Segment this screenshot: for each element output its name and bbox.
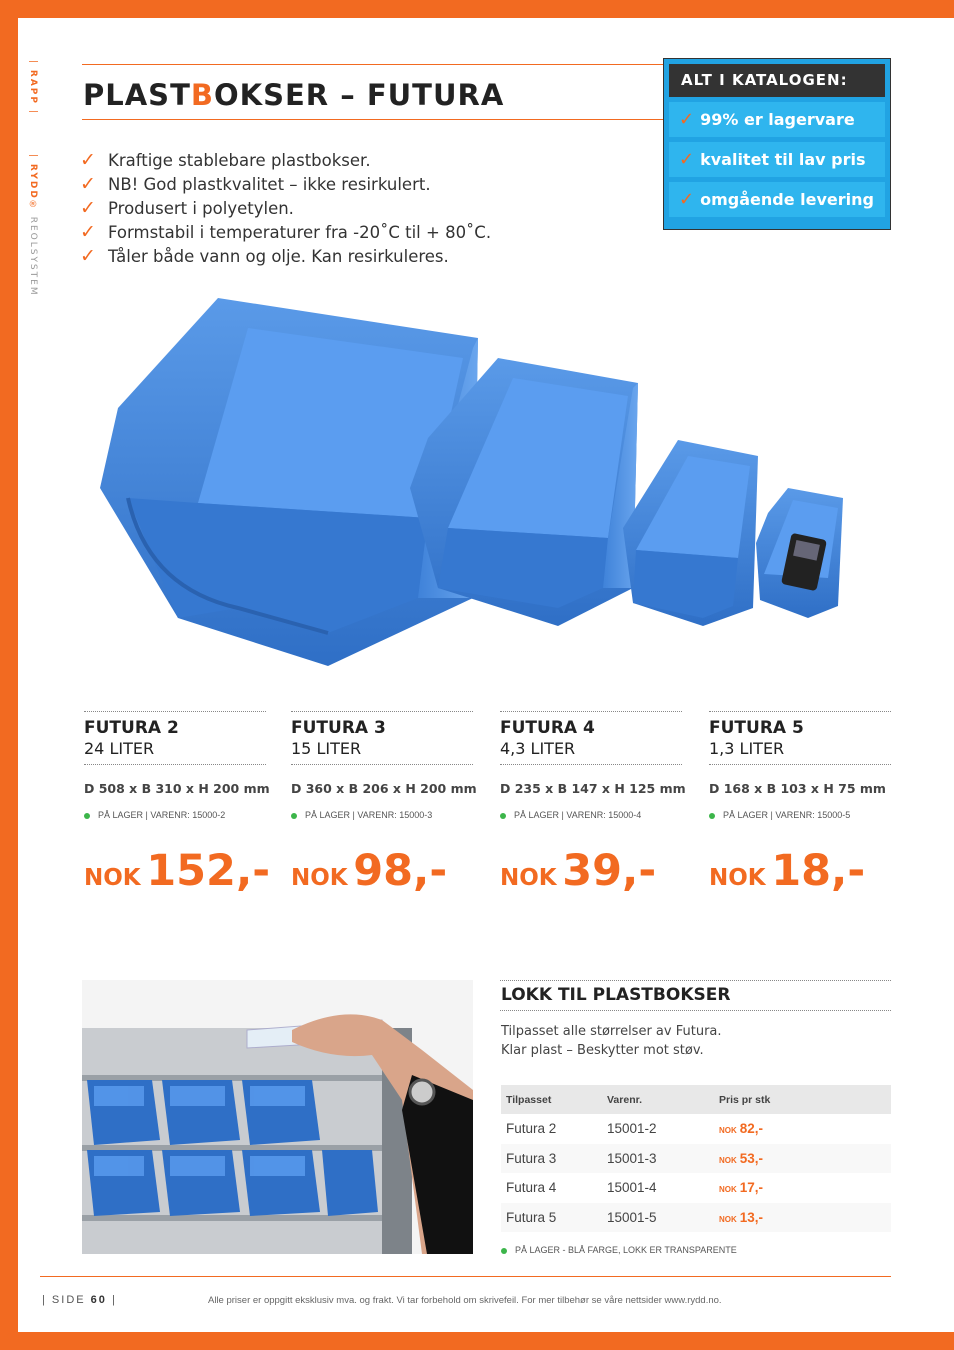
column-header: Varenr. <box>602 1085 714 1114</box>
product-volume: 1,3 LITER <box>709 739 785 758</box>
side-brand-label: | RAPP | <box>28 60 38 115</box>
catalog-item: ✓ omgående levering <box>669 182 885 217</box>
stock-status: PÅ LAGER | VARENR: 15000-5 <box>709 810 891 820</box>
product-futura-2 <box>84 711 271 896</box>
product-dimensions: D 360 x B 206 x H 200 mm <box>291 781 477 796</box>
product-price: NOK 152,- <box>84 846 271 896</box>
table-row: Futura 3 15001-3 NOK 53,- <box>501 1144 891 1174</box>
catalog-item: ✓ 99% er lagervare <box>669 102 885 137</box>
feature-list <box>80 148 491 268</box>
check-icon: ✓ <box>80 197 96 219</box>
title-rule-bottom <box>82 119 682 120</box>
check-icon: ✓ <box>679 109 695 130</box>
check-icon: ✓ <box>80 221 96 243</box>
in-stock-icon <box>500 813 506 819</box>
feature-item: ✓ Tåler både vann og olje. Kan resirkuleres. <box>80 245 449 267</box>
feature-item: ✓ Kraftige stablebare plastbokser. <box>80 149 371 171</box>
in-stock-icon <box>84 813 90 819</box>
feature-item: ✓ NB! God plastkvalitet – ikke resirkulert. <box>80 173 431 195</box>
lid-rule-bottom <box>500 1010 891 1011</box>
product-dimensions: D 235 x B 147 x H 125 mm <box>500 781 686 796</box>
footer-disclaimer: Alle priser er oppgitt eksklusiv mva. og frakt. Vi tar forbehold om skrivefeil. For mer tilbehør se våre nettsider www.rydd.no. <box>208 1295 722 1306</box>
column-header: Tilpasset <box>501 1085 602 1114</box>
product-dimensions: D 168 x B 103 x H 75 mm <box>709 781 886 796</box>
lid-rule-top <box>500 980 891 981</box>
in-stock-icon <box>291 813 297 819</box>
product-name: FUTURA 3 <box>291 718 386 738</box>
lid-description: Tilpasset alle størrelser av Futura. Klar plast – Beskytter mot støv. <box>501 1024 722 1058</box>
stock-status: PÅ LAGER | VARENR: 15000-3 <box>291 810 473 820</box>
table-header-row <box>501 1085 891 1114</box>
plastic-boxes-illustration <box>88 288 848 678</box>
feature-item: ✓ Produsert i polyetylen. <box>80 197 294 219</box>
product-volume: 24 LITER <box>84 739 155 758</box>
feature-item: ✓ Formstabil i temperaturer fra -20˚C til + 80˚C. <box>80 221 492 243</box>
check-icon: ✓ <box>80 173 96 195</box>
product-name: FUTURA 5 <box>709 718 804 738</box>
lid-stock-note: PÅ LAGER - BLÅ FARGE, LOKK ER TRANSPARENTE <box>501 1245 737 1255</box>
stock-status: PÅ LAGER | VARENR: 15000-2 <box>84 810 266 820</box>
product-futura-3 <box>291 711 477 896</box>
check-icon: ✓ <box>80 245 96 267</box>
side-system-label: | RYDD® REOLSYSTEM <box>28 154 38 297</box>
product-futura-5 <box>709 711 891 896</box>
product-volume: 4,3 LITER <box>500 739 576 758</box>
table-row: Futura 5 15001-5 NOK 13,- <box>501 1203 891 1233</box>
catalog-page <box>18 18 954 1332</box>
futura-5-box <box>756 488 843 618</box>
in-stock-icon <box>501 1248 507 1254</box>
lid-on-shelf-illustration <box>82 980 473 1254</box>
title-rule-top <box>82 64 682 65</box>
product-name: FUTURA 2 <box>84 718 179 738</box>
catalog-box <box>663 58 891 230</box>
product-price: NOK 98,- <box>291 846 448 896</box>
column-header: Pris pr stk <box>714 1085 891 1114</box>
catalog-item: ✓ kvalitet til lav pris <box>669 142 885 177</box>
catalog-title: ALT I KATALOGEN: <box>669 64 885 97</box>
page-title: PLASTBOKSER – FUTURA <box>83 78 505 112</box>
in-stock-icon <box>709 813 715 819</box>
table-row: Futura 4 15001-4 NOK 17,- <box>501 1173 891 1203</box>
page-number: | SIDE 60 | <box>42 1294 117 1306</box>
product-price: NOK 39,- <box>500 846 657 896</box>
product-dimensions: D 508 x B 310 x H 200 mm <box>84 781 270 796</box>
check-icon: ✓ <box>679 149 695 170</box>
stock-status: PÅ LAGER | VARENR: 15000-4 <box>500 810 682 820</box>
check-icon: ✓ <box>80 149 96 171</box>
footer-rule <box>40 1276 891 1277</box>
check-icon: ✓ <box>679 189 695 210</box>
product-price: NOK 18,- <box>709 846 866 896</box>
product-volume: 15 LITER <box>291 739 362 758</box>
lid-title: LOKK TIL PLASTBOKSER <box>501 985 731 1005</box>
futura-4-box <box>623 440 758 626</box>
watch-icon <box>410 1080 434 1104</box>
table-row: Futura 2 15001-2 NOK 82,- <box>501 1114 891 1144</box>
lid-price-table <box>501 1085 891 1233</box>
product-name: FUTURA 4 <box>500 718 595 738</box>
product-futura-4 <box>500 711 686 896</box>
